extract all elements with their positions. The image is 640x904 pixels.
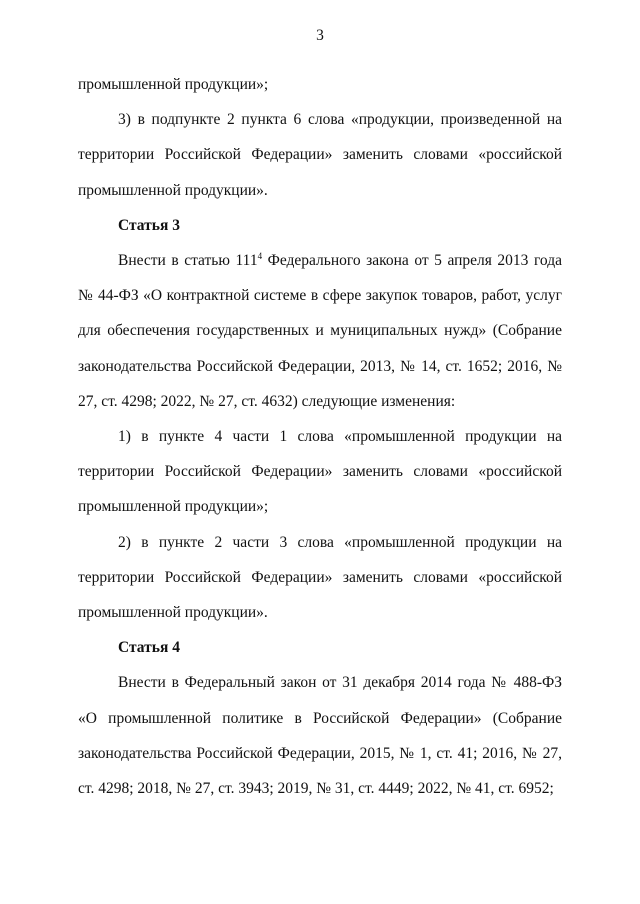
article-3-item-2: 2) в пункте 2 части 3 слова «промышленной продукции на территории Российской Федерации» заменить словами «российской промышленной продукции». — [78, 533, 562, 622]
article-3-item-1: 1) в пункте 4 части 1 слова «промышленной продукции на территории Российской Федерации» заменить словами «российской промышленной продукции»; — [78, 428, 562, 516]
paragraph-item-3: 3) в подпункте 2 пункта 6 слова «продукции, произведенной на территории Российской Федерации» заменить словами «российской промышленной продукции». — [78, 111, 562, 199]
page-number: 3 — [316, 27, 324, 44]
article-3-heading: Статья 3 — [118, 216, 180, 234]
article-number-superscript: 4 — [257, 250, 263, 261]
paragraph-continuation: промышленной продукции»; — [78, 76, 269, 93]
article-4-heading: Статья 4 — [118, 639, 180, 657]
article-4-intro-paragraph: Внести в Федеральный закон от 31 декабря 2014 года № 488-ФЗ «О промышленной политике в Российской Федерации» (Собрание законодательства Российской Федерации, 2015, № 1, ст. 41; 2016, № 27, ст. 4298; 2018, № 27, ст. 3943; 2019, № 31, ст. 4449; 2022, № 41, ст. 6952; — [78, 674, 562, 798]
article-3-intro-paragraph — [78, 243, 562, 419]
article-3-intro-text-rest: Федерального закона от 5 апреля 2013 года № 44-ФЗ «О контрактной системе в сфере закупок товаров, работ, услуг для обеспечения государственных и муниципальных нужд» (Собрание законодательства Российской Федерации, 2013, № 14, ст. 1652; 2016, № 27, ст. 4298; 2022, № 27, ст. 4632) следующие изменения: — [78, 252, 562, 410]
article-3-intro-text-start: Внести в статью 111 — [118, 252, 258, 270]
document-body — [78, 67, 562, 806]
